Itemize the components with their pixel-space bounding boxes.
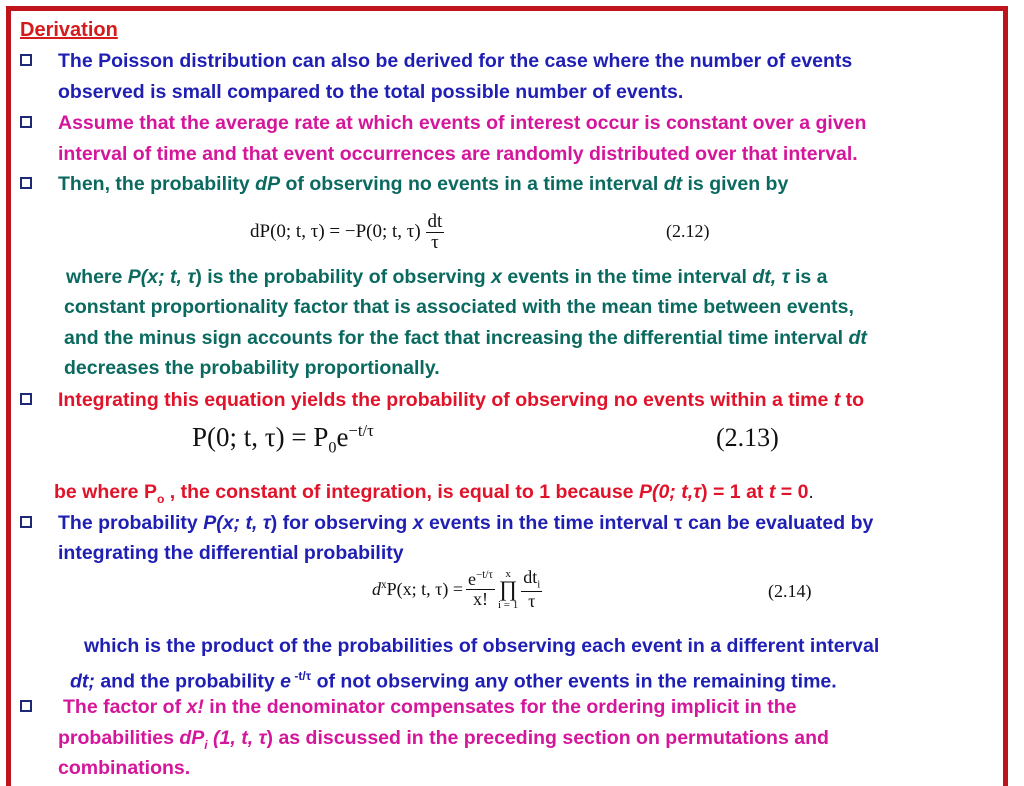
checkbox-bullet-icon bbox=[20, 177, 32, 189]
equation-number-2-14: (2.14) bbox=[768, 581, 812, 601]
bullet-1-line-1: The Poisson distribution can also be derived for the case where the number of events bbox=[58, 50, 853, 72]
checkbox-bullet-icon bbox=[20, 393, 32, 405]
where-line-3: and the minus sign accounts for the fact that increasing the differential time interval dt bbox=[64, 327, 867, 349]
checkbox-bullet-icon bbox=[20, 116, 32, 128]
equation-2-14: $d^xP(x$; t, τ) = $\frac{e^{-t/\tau}}{x!}$ x ∏ i = 1 $\frac{dt_i}{\tau}$ bbox=[372, 567, 541, 611]
checkbox-bullet-icon bbox=[20, 516, 32, 528]
section-heading: Derivation bbox=[20, 19, 118, 41]
bullet-2-line-1: Assume that the average rate at which events of interest occur is constant over a given bbox=[58, 112, 867, 134]
equation-number-2-12: (2.12) bbox=[666, 221, 710, 241]
constant-line: be where $P_o$ , the constant of integration, is equal to 1 because P(0; t,τ) = 1 at t = 0. bbox=[54, 481, 814, 506]
where-line-4: decreases the probability proportionally. bbox=[64, 357, 440, 379]
which-line-2: dt; and the probability e $^{-t/\tau}$ of not observing any other events in the remaining time. bbox=[70, 669, 837, 693]
checkbox-bullet-icon bbox=[20, 54, 32, 66]
equation-number-2-13: (2.13) bbox=[716, 423, 779, 452]
bullet-1-line-2: observed is small compared to the total possible number of events. bbox=[58, 81, 684, 103]
bullet-5-line-1: The probability P(x; t, τ) for observing x events in the time interval τ can be evaluated by bbox=[58, 512, 874, 534]
bullet-3-line-1: Then, the probability dP of observing no events in a time interval dt is given by bbox=[58, 173, 789, 195]
where-line-1: where P(x; t, τ) is the probability of observing x events in the time interval dt, τ is a bbox=[66, 266, 828, 288]
equation-2-12: dP(0; t, τ) = −P(0; t, τ) $\frac{dt}{\tau}$ bbox=[250, 211, 443, 253]
which-line-1: which is the product of the probabilities of observing each event in a different interval bbox=[84, 635, 880, 657]
bullet-6-line-2: probabilities $dP_i$ (1, t, τ) as discussed in the preceding section on permutations and bbox=[58, 727, 829, 752]
bullet-4-line-1: Integrating this equation yields the probability of observing no events within a time t to bbox=[58, 389, 865, 411]
bullet-5-line-2: integrating the differential probability bbox=[58, 542, 404, 564]
equation-2-13: P(0; t, $\tau) = P_0e^{-t/\tau}$ bbox=[192, 421, 374, 457]
where-line-2: constant proportionality factor that is associated with the mean time between events, bbox=[64, 296, 854, 318]
bullet-6-line-1: The factor of x! in the denominator compensates for the ordering implicit in the bbox=[63, 696, 797, 718]
checkbox-bullet-icon bbox=[20, 700, 32, 712]
bullet-2-line-2: interval of time and that event occurrences are randomly distributed over that interval. bbox=[58, 143, 858, 165]
bullet-6-line-3: combinations. bbox=[58, 757, 191, 779]
